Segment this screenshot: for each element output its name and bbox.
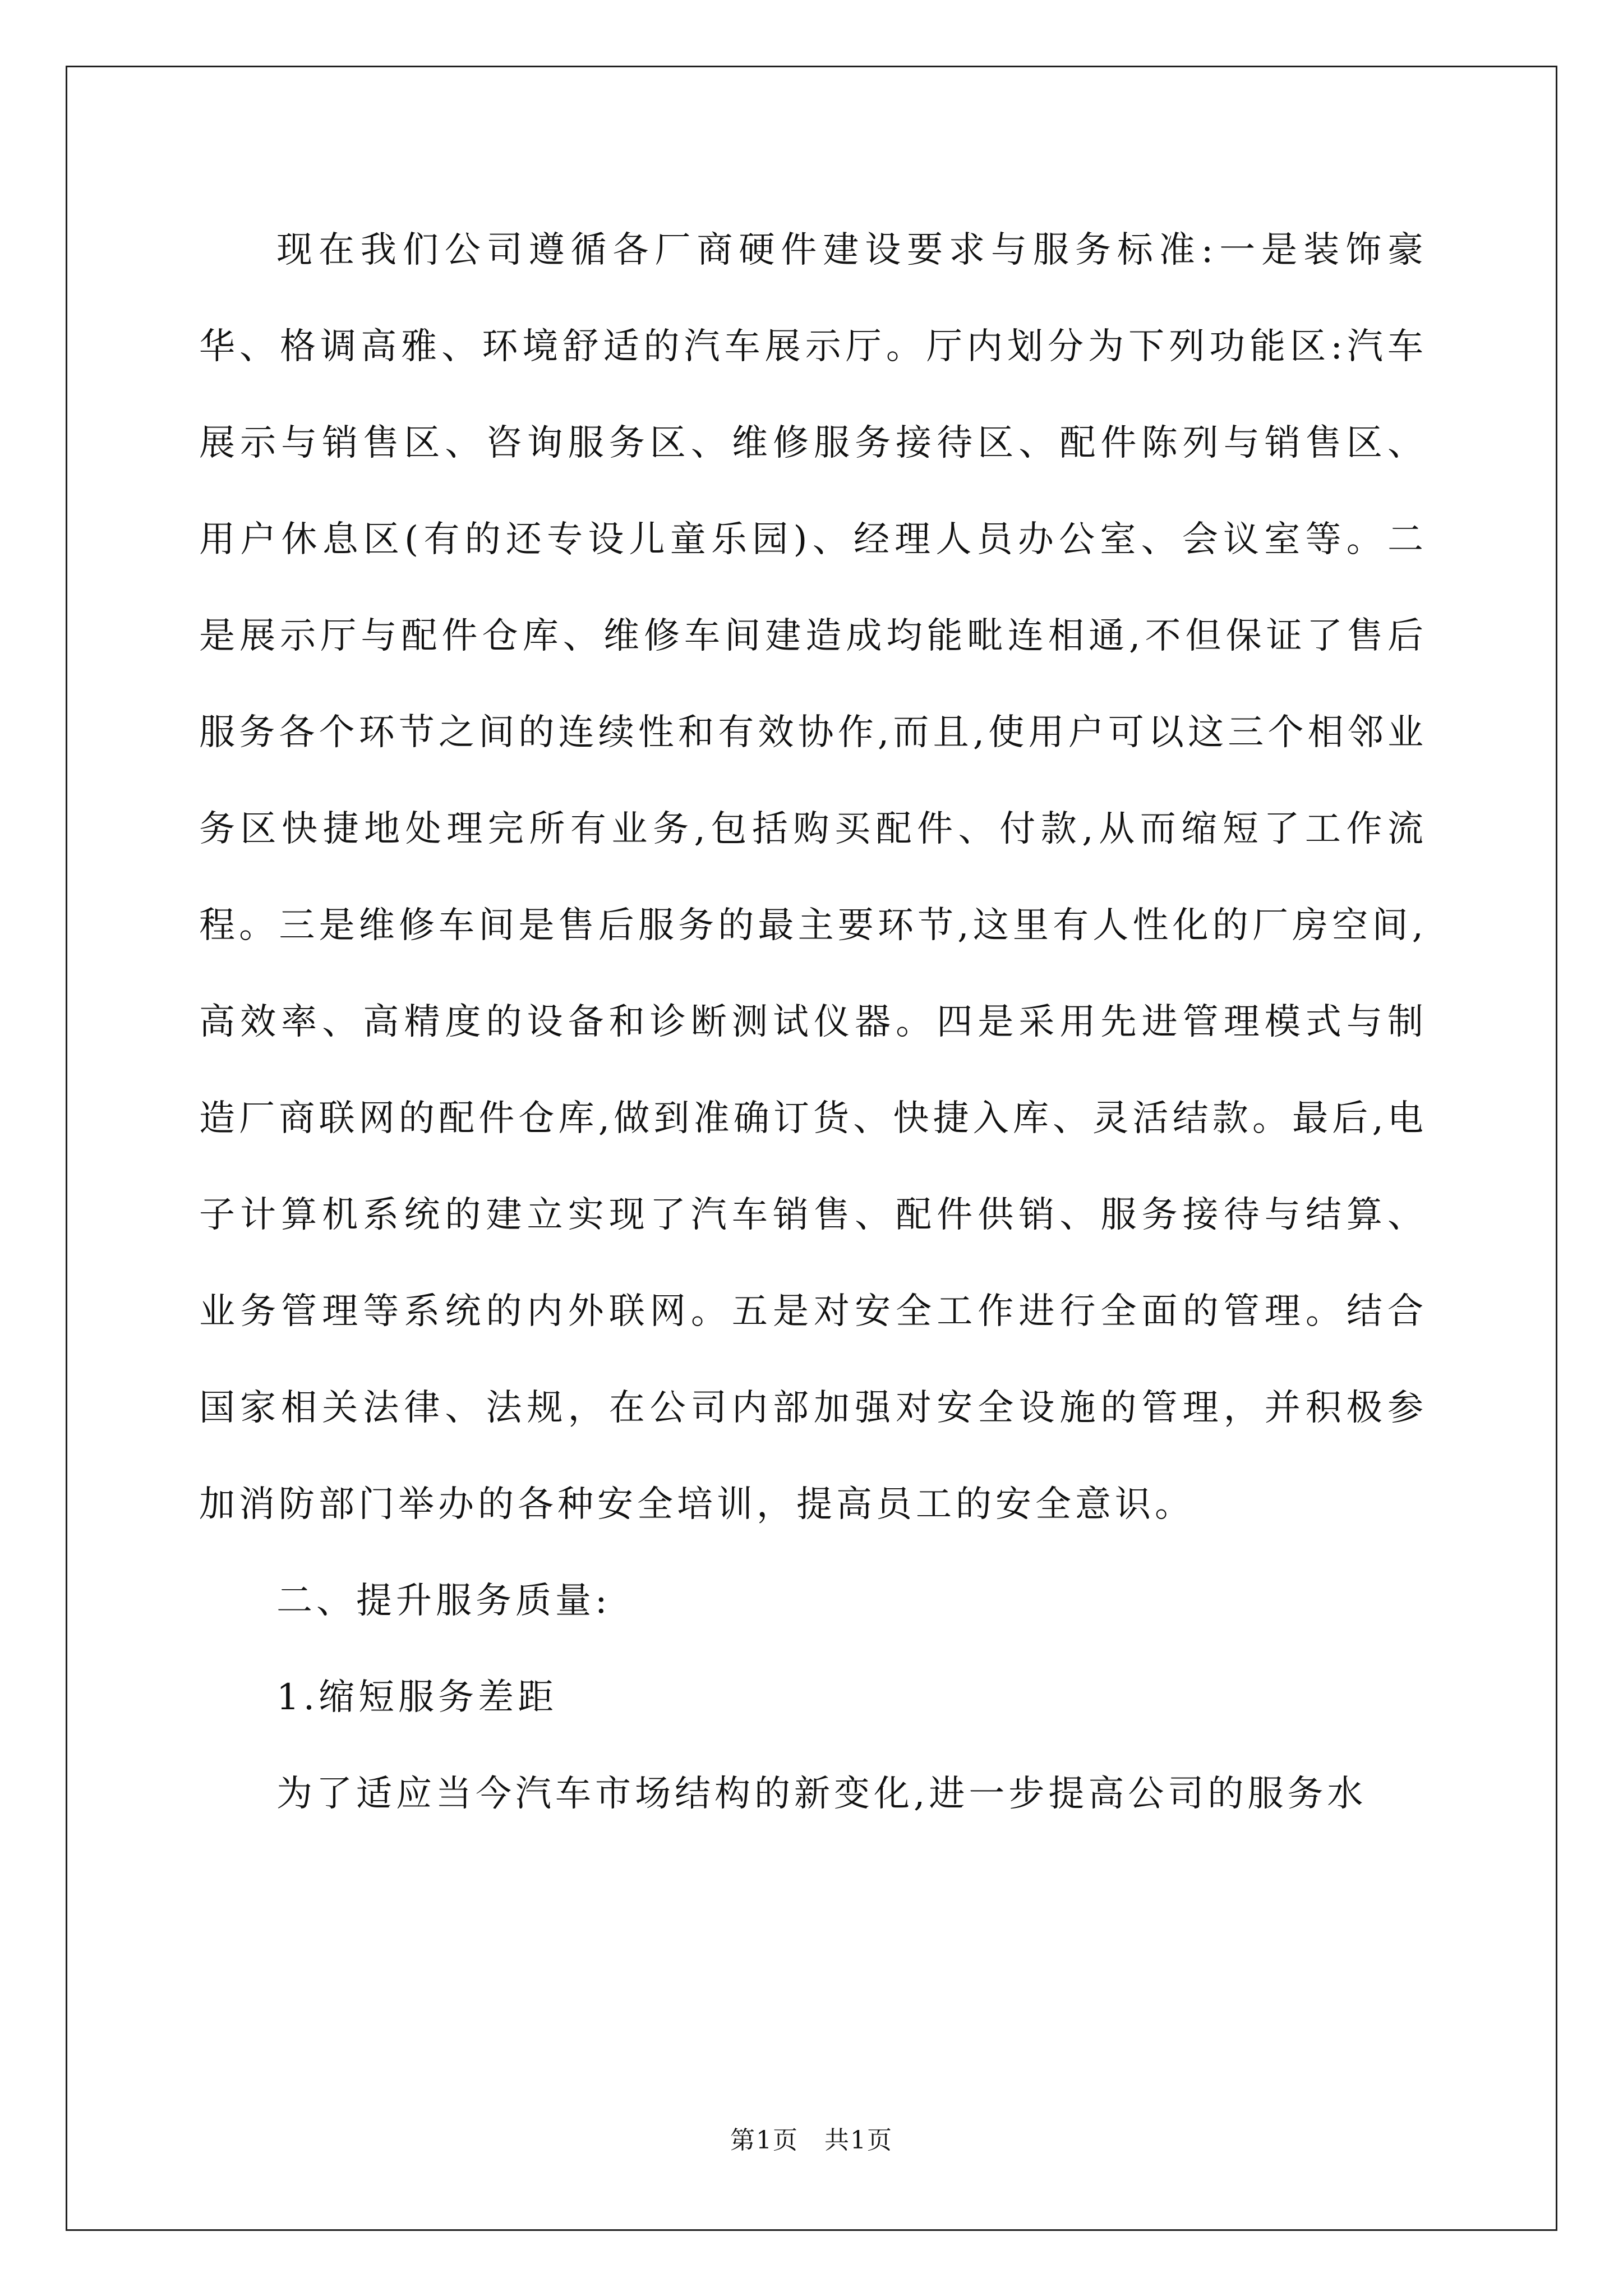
paragraph-service-level: 为了适应当今汽车市场结构的新变化,进一步提高公司的服务水: [276, 1773, 1367, 1815]
paragraph-facilities: 现在我们公司遵循各厂商硬件建设要求与服务标准:一是装饰豪华、格调高雅、环境舒适的汽车展示厅。厅内划分为下列功能区:汽车展示与销售区、咨询服务区、维修服务接待区、配件陈列与销售区、用户休息区(有的还专设儿童乐园)、经理人员办公室、会议室等。二是展示厅与配件仓库、维修车间建造成均能毗连相通,不但保证了售后服务各个环节之间的连续性和有效协作,而且,使用户可以这三个相邻业务区快捷地处理完所有业务,包括购买配件、付款,从而缩短了工作流程。三是维修车间是售后服务的最主要环节,这里有人性化的厂房空间,高效率、高精度的设备和诊断测试仪器。四是采用先进管理模式与制造厂商联网的配件仓库,做到准确订货、快捷入库、灵活结款。最后,电子计算机系统的建立实现了汽车销售、配件供销、服务接待与结算、业务管理等系统的内外联网。五是对安全工作进行全面的管理。结合国家相关法律、法规，在公司内部加强对安全设施的管理，并积极参加消防部门举办的各种安全培训，提高员工的安全意识。: [199, 229, 1427, 1525]
section-heading-service-quality: 二、提升服务质量:: [276, 1580, 611, 1622]
document-body: [199, 202, 1427, 1842]
subheading-shorten-gap: 1.缩短服务差距: [276, 1677, 558, 1718]
page-number-footer: 第1页 共1页: [730, 2126, 893, 2155]
